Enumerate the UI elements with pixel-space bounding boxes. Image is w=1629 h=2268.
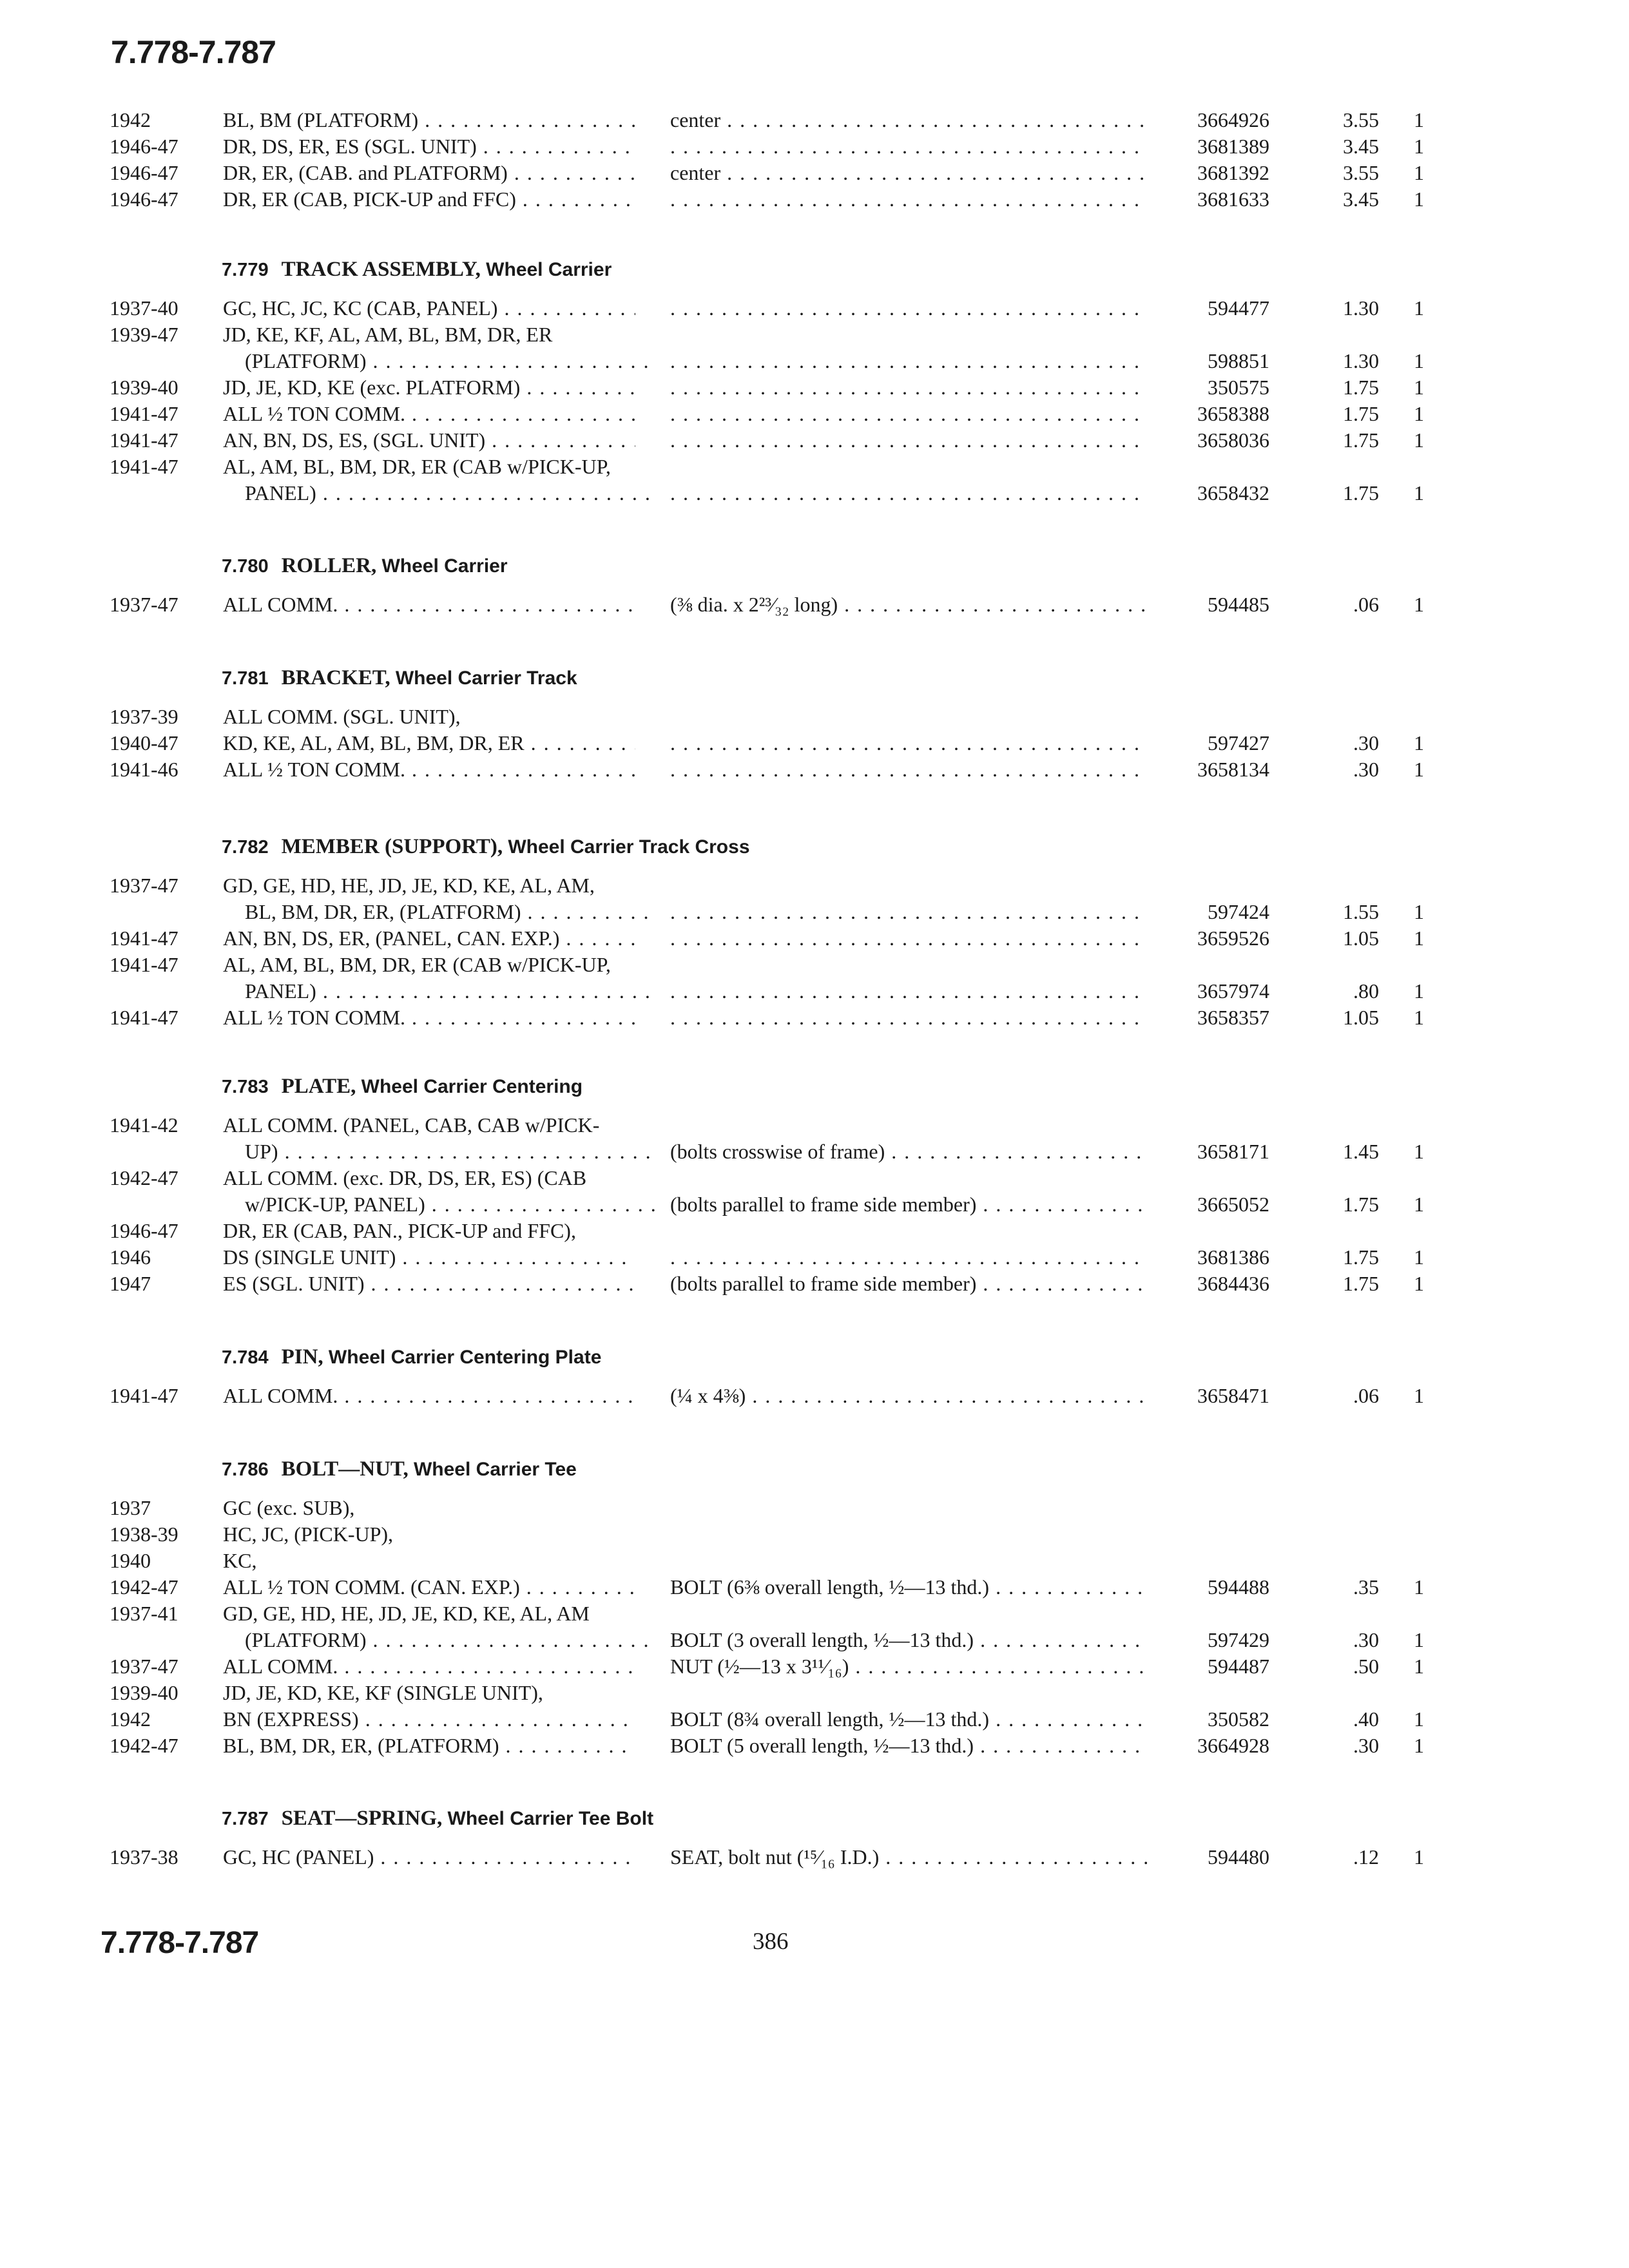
price-cell: 3.45 — [1343, 187, 1379, 211]
parts-row — [0, 900, 1629, 927]
quantity-cell: 1 — [1414, 161, 1424, 184]
section-7-786 — [0, 1457, 1629, 1760]
quantity-cell: 1 — [1414, 1245, 1424, 1269]
model-cell: JD, JE, KD, KE (exc. PLATFORM) . . . — [223, 376, 635, 399]
model-cell: DR, ER (CAB, PICK-UP and FFC) . . . — [223, 187, 635, 211]
price-cell: 3.55 — [1343, 108, 1379, 131]
model-cell: AN, BN, DS, ES, (SGL. UNIT) . . . — [223, 428, 635, 452]
quantity-cell: 1 — [1414, 481, 1424, 505]
parts-row — [0, 135, 1629, 161]
price-cell: 1.30 — [1343, 349, 1379, 372]
year-cell: 1941-47 — [110, 927, 178, 950]
price-cell: 1.75 — [1343, 481, 1379, 505]
parts-row — [0, 1113, 1629, 1140]
description-cell: (⅜ dia. x 2²³⁄₃₂ long) . . . — [670, 593, 1147, 617]
section-title-sub: Wheel Carrier Tee — [413, 1459, 577, 1480]
parts-row — [0, 979, 1629, 1006]
model-cell: ES (SGL. UNIT) . . . — [223, 1272, 635, 1296]
section-title-main: BRACKET, — [281, 666, 390, 689]
parts-row — [0, 187, 1629, 214]
parts-row — [0, 1575, 1629, 1602]
part-number-cell: 594488 — [1208, 1575, 1269, 1599]
description-cell — [670, 296, 1147, 320]
section-7-779 — [0, 258, 1629, 508]
section-7-787 — [0, 1807, 1629, 1872]
description-cell: (¼ x 4⅜) . . . — [670, 1384, 1147, 1408]
model-cell: DS (SINGLE UNIT) . . . — [223, 1245, 635, 1269]
year-cell: 1941-47 — [110, 428, 178, 452]
price-cell: .30 — [1353, 1734, 1379, 1757]
year-cell: 1937-41 — [110, 1602, 178, 1625]
model-cell: (PLATFORM) . . . — [223, 349, 657, 373]
description-cell — [670, 376, 1147, 399]
description-cell — [670, 1245, 1147, 1269]
price-cell: 1.05 — [1343, 927, 1379, 950]
quantity-cell: 1 — [1414, 1655, 1424, 1678]
year-cell: 1941-47 — [110, 402, 178, 425]
section-number: 7.780 — [222, 556, 269, 577]
section-7-781 — [0, 666, 1629, 784]
year-cell: 1942 — [110, 108, 151, 131]
price-cell: .30 — [1353, 1628, 1379, 1651]
year-cell: 1940-47 — [110, 731, 178, 754]
price-cell: 1.75 — [1343, 1193, 1379, 1216]
page-header-section-range: 7.778-7.787 — [111, 34, 276, 70]
section-title-sub: Wheel Carrier Track Cross — [508, 836, 750, 858]
description-cell: BOLT (8¾ overall length, ½—13 thd.) . . . — [670, 1707, 1147, 1731]
section-title-main: SEAT—SPRING, — [281, 1807, 443, 1830]
year-cell: 1946-47 — [110, 187, 178, 211]
part-number-cell: 3684436 — [1197, 1272, 1269, 1295]
section-number: 7.787 — [222, 1809, 269, 1829]
section-title-sub: Wheel Carrier Centering — [361, 1076, 583, 1097]
year-cell: 1937-38 — [110, 1845, 178, 1869]
parts-row — [0, 1681, 1629, 1707]
description-cell — [670, 1006, 1147, 1030]
model-cell: GC, HC, JC, KC (CAB, PANEL) . . . — [223, 296, 635, 320]
model-cell: ALL COMM. . . . — [223, 593, 635, 617]
continued-rows — [0, 108, 1629, 214]
section-title-main: TRACK ASSEMBLY, — [281, 258, 481, 281]
quantity-cell: 1 — [1414, 187, 1424, 211]
part-number-cell: 3665052 — [1197, 1193, 1269, 1216]
year-cell: 1937 — [110, 1496, 151, 1519]
parts-row — [0, 1602, 1629, 1628]
parts-row — [0, 1496, 1629, 1523]
model-cell: DR, DS, ER, ES (SGL. UNIT) . . . — [223, 135, 635, 159]
year-cell: 1939-40 — [110, 1681, 178, 1704]
model-cell: ALL COMM. (exc. DR, DS, ER, ES) (CAB — [223, 1166, 587, 1189]
parts-row — [0, 705, 1629, 731]
year-cell: 1937-40 — [110, 296, 178, 320]
parts-row — [0, 455, 1629, 481]
model-cell: ALL ½ TON COMM. . . . — [223, 1006, 635, 1030]
part-number-cell: 3658432 — [1197, 481, 1269, 505]
part-number-cell: 3659526 — [1197, 927, 1269, 950]
section-7-784 — [0, 1345, 1629, 1410]
section-title — [222, 835, 1629, 863]
quantity-cell: 1 — [1414, 108, 1424, 131]
year-cell: 1946-47 — [110, 161, 178, 184]
parts-row — [0, 481, 1629, 508]
price-cell: .40 — [1353, 1707, 1379, 1731]
price-cell: 1.55 — [1343, 900, 1379, 923]
price-cell: 3.55 — [1343, 161, 1379, 184]
part-number-cell: 350582 — [1208, 1707, 1269, 1731]
part-number-cell: 3681386 — [1197, 1245, 1269, 1269]
model-cell: ALL COMM. (PANEL, CAB, CAB w/PICK- — [223, 1113, 600, 1137]
price-cell: 1.05 — [1343, 1006, 1379, 1029]
year-cell: 1941-47 — [110, 1006, 178, 1029]
quantity-cell: 1 — [1414, 1384, 1424, 1407]
model-cell: ALL ½ TON COMM. (CAN. EXP.) . . . — [223, 1575, 635, 1599]
parts-row — [0, 1845, 1629, 1872]
model-cell: GD, GE, HD, HE, JD, JE, KD, KE, AL, AM — [223, 1602, 590, 1625]
quantity-cell: 1 — [1414, 1707, 1424, 1731]
part-number-cell: 3658036 — [1197, 428, 1269, 452]
quantity-cell: 1 — [1414, 402, 1424, 425]
part-number-cell: 3681389 — [1197, 135, 1269, 158]
section-number: 7.783 — [222, 1077, 269, 1097]
description-cell — [670, 402, 1147, 426]
parts-row — [0, 1628, 1629, 1655]
description-cell: (bolts parallel to frame side member) . . . — [670, 1193, 1147, 1216]
price-cell: .12 — [1353, 1845, 1379, 1869]
price-cell: 1.30 — [1343, 296, 1379, 320]
parts-row — [0, 1272, 1629, 1298]
part-number-cell: 3658357 — [1197, 1006, 1269, 1029]
part-number-cell: 594480 — [1208, 1845, 1269, 1869]
parts-row — [0, 349, 1629, 376]
part-number-cell: 3658134 — [1197, 758, 1269, 781]
description-cell — [670, 135, 1147, 159]
parts-row — [0, 402, 1629, 428]
price-cell: .35 — [1353, 1575, 1379, 1599]
description-cell: (bolts crosswise of frame) . . . — [670, 1140, 1147, 1164]
quantity-cell: 1 — [1414, 1575, 1424, 1599]
model-cell: w/PICK-UP, PANEL) . . . — [223, 1193, 657, 1216]
year-cell: 1941-42 — [110, 1113, 178, 1137]
section-title-main: PLATE, — [281, 1075, 356, 1098]
description-cell: BOLT (6⅜ overall length, ½—13 thd.) . . . — [670, 1575, 1147, 1599]
model-cell: GD, GE, HD, HE, JD, JE, KD, KE, AL, AM, — [223, 874, 595, 897]
model-cell: PANEL) . . . — [223, 481, 657, 505]
section-title — [222, 1807, 1629, 1835]
year-cell: 1937-47 — [110, 1655, 178, 1678]
price-cell: .06 — [1353, 593, 1379, 616]
model-cell: DR, ER (CAB, PAN., PICK-UP and FFC), — [223, 1219, 576, 1242]
model-cell: ALL ½ TON COMM. . . . — [223, 758, 635, 782]
section-title-sub: Wheel Carrier — [381, 555, 508, 577]
page-footer-section-range: 7.778-7.787 — [101, 1926, 259, 1960]
parts-row — [0, 1655, 1629, 1681]
section-title-main: BOLT—NUT, — [281, 1457, 409, 1481]
price-cell: 1.75 — [1343, 1272, 1379, 1295]
part-number-cell: 597427 — [1208, 731, 1269, 754]
model-cell: JD, JE, KD, KE, KF (SINGLE UNIT), — [223, 1681, 543, 1704]
description-cell — [670, 900, 1147, 924]
quantity-cell: 1 — [1414, 135, 1424, 158]
quantity-cell: 1 — [1414, 1006, 1424, 1029]
model-cell: (PLATFORM) . . . — [223, 1628, 657, 1652]
part-number-cell: 594487 — [1208, 1655, 1269, 1678]
parts-row — [0, 1219, 1629, 1245]
model-cell: DR, ER, (CAB. and PLATFORM) . . . — [223, 161, 635, 185]
year-cell: 1946 — [110, 1245, 151, 1269]
description-cell: BOLT (5 overall length, ½—13 thd.) . . . — [670, 1734, 1147, 1758]
parts-row — [0, 1245, 1629, 1272]
year-cell: 1942 — [110, 1707, 151, 1731]
quantity-cell: 1 — [1414, 979, 1424, 1003]
quantity-cell: 1 — [1414, 593, 1424, 616]
year-cell: 1942-47 — [110, 1166, 178, 1189]
part-number-cell: 594485 — [1208, 593, 1269, 616]
parts-row — [0, 428, 1629, 455]
quantity-cell: 1 — [1414, 731, 1424, 754]
section-title — [222, 1075, 1629, 1103]
section-number: 7.781 — [222, 668, 269, 689]
year-cell: 1941-47 — [110, 953, 178, 976]
quantity-cell: 1 — [1414, 1272, 1424, 1295]
section-title — [222, 1345, 1629, 1374]
quantity-cell: 1 — [1414, 900, 1424, 923]
description-cell: (bolts parallel to frame side member) . . . — [670, 1272, 1147, 1296]
section-7-783 — [0, 1075, 1629, 1298]
part-number-cell: 3664926 — [1197, 108, 1269, 131]
section-7-782 — [0, 835, 1629, 1032]
parts-row — [0, 1384, 1629, 1410]
quantity-cell: 1 — [1414, 758, 1424, 781]
price-cell: .30 — [1353, 731, 1379, 754]
price-cell: 1.75 — [1343, 402, 1379, 425]
parts-row — [0, 376, 1629, 402]
parts-row — [0, 758, 1629, 784]
description-cell — [670, 979, 1147, 1003]
parts-row — [0, 108, 1629, 135]
quantity-cell: 1 — [1414, 376, 1424, 399]
year-cell: 1942-47 — [110, 1734, 178, 1757]
model-cell: BL, BM, DR, ER, (PLATFORM) . . . — [223, 1734, 635, 1758]
description-cell — [670, 927, 1147, 950]
section-title — [222, 666, 1629, 695]
description-cell — [670, 481, 1147, 505]
parts-row — [0, 1006, 1629, 1032]
price-cell: 3.45 — [1343, 135, 1379, 158]
description-cell — [670, 428, 1147, 452]
section-number: 7.786 — [222, 1459, 269, 1480]
part-number-cell: 3681392 — [1197, 161, 1269, 184]
parts-row — [0, 593, 1629, 619]
model-cell: JD, KE, KF, AL, AM, BL, BM, DR, ER — [223, 323, 553, 346]
year-cell: 1946-47 — [110, 1219, 178, 1242]
price-cell: .30 — [1353, 758, 1379, 781]
parts-row — [0, 1140, 1629, 1166]
model-cell: AL, AM, BL, BM, DR, ER (CAB w/PICK-UP, — [223, 455, 611, 478]
parts-row — [0, 161, 1629, 187]
quantity-cell: 1 — [1414, 428, 1424, 452]
year-cell: 1941-47 — [110, 455, 178, 478]
part-number-cell: 597424 — [1208, 900, 1269, 923]
model-cell: HC, JC, (PICK-UP), — [223, 1523, 394, 1546]
description-cell: SEAT, bolt nut (¹⁵⁄₁₆ I.D.) . . . — [670, 1845, 1147, 1869]
quantity-cell: 1 — [1414, 349, 1424, 372]
section-number: 7.782 — [222, 837, 269, 858]
year-cell: 1946-47 — [110, 135, 178, 158]
description-cell: NUT (½—13 x 3¹¹⁄₁₆) . . . — [670, 1655, 1147, 1678]
model-cell: KC, — [223, 1549, 257, 1572]
parts-row — [0, 927, 1629, 953]
model-cell: GC (exc. SUB), — [223, 1496, 355, 1519]
model-cell: BN (EXPRESS) . . . — [223, 1707, 635, 1731]
parts-row — [0, 1193, 1629, 1219]
section-title — [222, 258, 1629, 286]
page-number: 386 — [753, 1928, 789, 1955]
section-7-780 — [0, 554, 1629, 619]
model-cell: KD, KE, AL, AM, BL, BM, DR, ER . . . — [223, 731, 635, 755]
parts-row — [0, 1166, 1629, 1193]
parts-row — [0, 953, 1629, 979]
description-cell — [670, 731, 1147, 755]
model-cell: BL, BM, DR, ER, (PLATFORM) . . . — [223, 900, 657, 924]
section-title-main: MEMBER (SUPPORT), — [281, 835, 503, 858]
parts-row — [0, 323, 1629, 349]
part-number-cell: 3658471 — [1197, 1384, 1269, 1407]
model-cell: AL, AM, BL, BM, DR, ER (CAB w/PICK-UP, — [223, 953, 611, 976]
part-number-cell: 594477 — [1208, 296, 1269, 320]
model-cell: AN, BN, DS, ER, (PANEL, CAN. EXP.) . . . — [223, 927, 635, 950]
section-title-sub: Wheel Carrier Tee Bolt — [447, 1808, 654, 1829]
model-cell: BL, BM (PLATFORM) . . . — [223, 108, 635, 132]
section-title-sub: Wheel Carrier Track — [395, 668, 577, 689]
parts-row — [0, 1734, 1629, 1760]
part-number-cell: 3657974 — [1197, 979, 1269, 1003]
parts-row — [0, 731, 1629, 758]
year-cell: 1939-47 — [110, 323, 178, 346]
description-cell — [670, 187, 1147, 211]
description-cell — [670, 349, 1147, 373]
year-cell: 1938-39 — [110, 1523, 178, 1546]
section-title-main: PIN, — [281, 1345, 323, 1369]
year-cell: 1947 — [110, 1272, 151, 1295]
year-cell: 1937-39 — [110, 705, 178, 728]
quantity-cell: 1 — [1414, 1193, 1424, 1216]
model-cell: ALL COMM. . . . — [223, 1384, 635, 1408]
year-cell: 1937-47 — [110, 593, 178, 616]
price-cell: 1.75 — [1343, 376, 1379, 399]
price-cell: .50 — [1353, 1655, 1379, 1678]
part-number-cell: 3658388 — [1197, 402, 1269, 425]
description-cell — [670, 758, 1147, 782]
part-number-cell: 3658171 — [1197, 1140, 1269, 1163]
quantity-cell: 1 — [1414, 1845, 1424, 1869]
parts-row — [0, 1549, 1629, 1575]
section-title-sub: Wheel Carrier Centering Plate — [328, 1347, 602, 1368]
part-number-cell: 3681633 — [1197, 187, 1269, 211]
year-cell: 1942-47 — [110, 1575, 178, 1599]
section-title — [222, 1457, 1629, 1486]
part-number-cell: 597429 — [1208, 1628, 1269, 1651]
year-cell: 1937-47 — [110, 874, 178, 897]
description-cell: BOLT (3 overall length, ½—13 thd.) . . . — [670, 1628, 1147, 1652]
part-number-cell: 350575 — [1208, 376, 1269, 399]
quantity-cell: 1 — [1414, 1140, 1424, 1163]
model-cell: UP) . . . — [223, 1140, 657, 1164]
description-cell: center . . . — [670, 108, 1147, 132]
model-cell: ALL COMM. (SGL. UNIT), — [223, 705, 461, 728]
price-cell: 1.75 — [1343, 1245, 1379, 1269]
price-cell: .06 — [1353, 1384, 1379, 1407]
section-title-main: ROLLER, — [281, 554, 377, 577]
section-number: 7.779 — [222, 260, 269, 280]
year-cell: 1939-40 — [110, 376, 178, 399]
year-cell: 1941-47 — [110, 1384, 178, 1407]
model-cell: GC, HC (PANEL) . . . — [223, 1845, 635, 1869]
parts-row — [0, 1707, 1629, 1734]
year-cell: 1940 — [110, 1549, 151, 1572]
quantity-cell: 1 — [1414, 927, 1424, 950]
year-cell: 1941-46 — [110, 758, 178, 781]
parts-row — [0, 296, 1629, 323]
quantity-cell: 1 — [1414, 1628, 1424, 1651]
model-cell: ALL ½ TON COMM. . . . — [223, 402, 635, 426]
parts-row — [0, 874, 1629, 900]
part-number-cell: 3664928 — [1197, 1734, 1269, 1757]
price-cell: 1.75 — [1343, 428, 1379, 452]
price-cell: .80 — [1353, 979, 1379, 1003]
description-cell: center . . . — [670, 161, 1147, 185]
price-cell: 1.45 — [1343, 1140, 1379, 1163]
section-title-sub: Wheel Carrier — [486, 259, 612, 280]
section-title — [222, 554, 1629, 582]
part-number-cell: 598851 — [1208, 349, 1269, 372]
section-number: 7.784 — [222, 1347, 269, 1368]
quantity-cell: 1 — [1414, 1734, 1424, 1757]
model-cell: PANEL) . . . — [223, 979, 657, 1003]
model-cell: ALL COMM. . . . — [223, 1655, 635, 1678]
quantity-cell: 1 — [1414, 296, 1424, 320]
parts-row — [0, 1523, 1629, 1549]
